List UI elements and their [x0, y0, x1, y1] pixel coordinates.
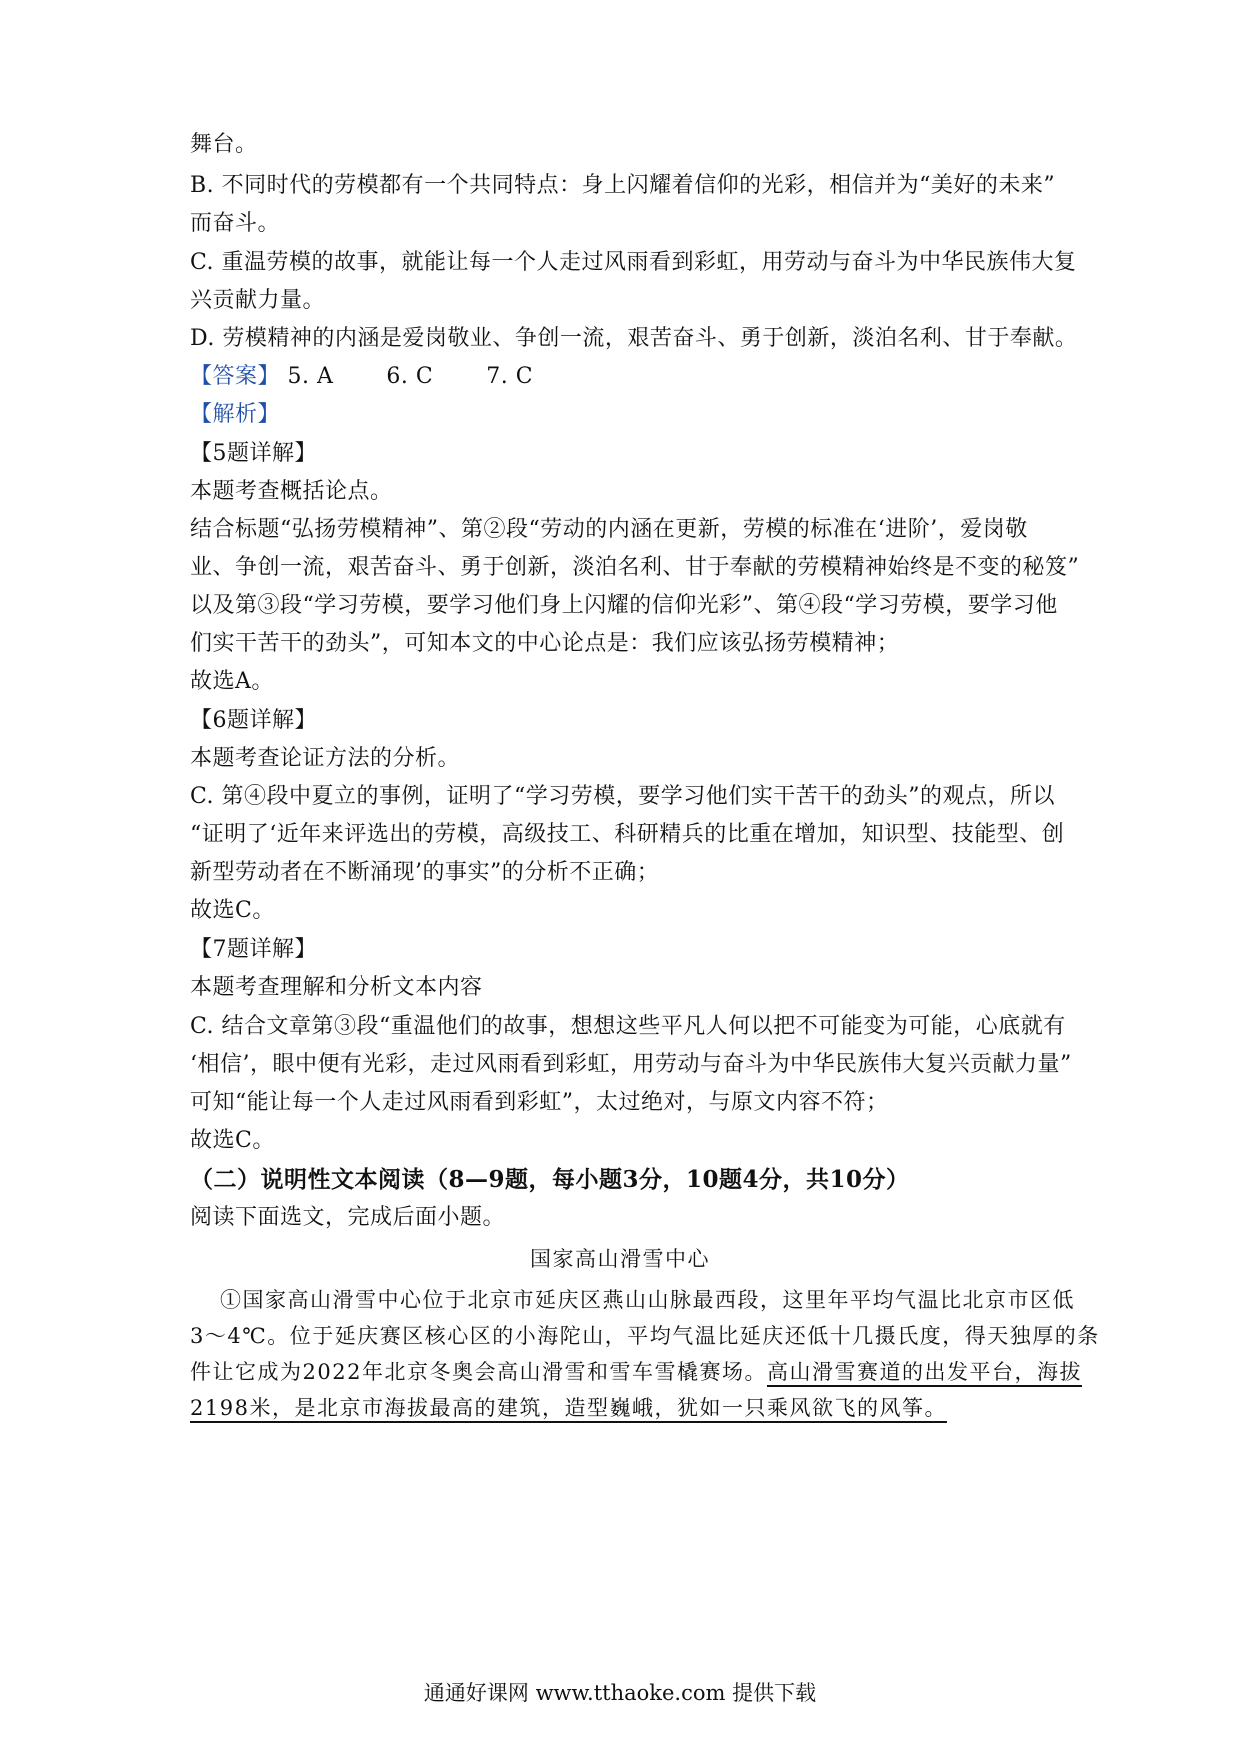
answer-line	[190, 362, 533, 392]
answer-label: 【答案】	[190, 364, 281, 389]
article-paragraph-1-line-4	[190, 1393, 947, 1423]
q5-text-1: 本题考查概括论点。	[190, 479, 393, 504]
q5-text-2: 结合标题“弘扬劳模精神”、第②段“劳动的内涵在更新，劳模的标准在‘进阶’，爱岗敬	[190, 517, 1028, 542]
article-text-plain: 件让它成为2022年北京冬奥会高山滑雪和雪车雪橇赛场。	[190, 1360, 767, 1384]
answer-5: 5. A	[287, 364, 334, 389]
article-paragraph-1-line-3	[190, 1357, 1082, 1387]
q5-conclusion: 故选A。	[190, 669, 274, 694]
q6-text-1: 本题考查论证方法的分析。	[190, 746, 461, 771]
q7-heading: 【7题详解】	[190, 937, 317, 962]
section-2-heading: （二）说明性文本阅读（8—9题，每小题3分，10题4分，共10分）	[190, 1166, 910, 1193]
option-a-continuation: 舞台。	[190, 132, 258, 157]
analysis-label: 【解析】	[190, 402, 281, 427]
page-footer: 通通好课网 www.tthaoke.com 提供下载	[423, 1681, 817, 1705]
answer-7: 7. C	[486, 364, 534, 389]
q5-heading: 【5题详解】	[190, 441, 317, 466]
option-c-line-2: 兴贡献力量。	[190, 288, 326, 313]
option-c-line-1: C. 重温劳模的故事，就能让每一个人走过风雨看到彩虹，用劳动与奋斗为中华民族伟大复	[190, 250, 1077, 275]
option-b-line-1: B. 不同时代的劳模都有一个共同特点：身上闪耀着信仰的光彩，相信并为“美好的未来”	[190, 173, 1056, 198]
option-d-line: D. 劳模精神的内涵是爱岗敬业、争创一流，艰苦奋斗、勇于创新，淡泊名利、甘于奉献。	[190, 326, 1078, 351]
q7-conclusion: 故选C。	[190, 1128, 275, 1153]
q6-text-2: C. 第④段中夏立的事例，证明了“学习劳模，要学习他们实干苦干的劲头”的观点，所以	[190, 784, 1056, 809]
q7-text-3: ‘相信’，眼中便有光彩，走过风雨看到彩虹，用劳动与奋斗为中华民族伟大复兴贡献力量”	[190, 1052, 1072, 1077]
q5-text-4: 以及第③段“学习劳模，要学习他们身上闪耀的信仰光彩”、第④段“学习劳模，要学习他	[190, 593, 1058, 618]
q7-text-1: 本题考查理解和分析文本内容	[190, 975, 483, 1000]
q6-heading: 【6题详解】	[190, 708, 317, 733]
q6-conclusion: 故选C。	[190, 898, 275, 923]
section-2-instruction: 阅读下面选文，完成后面小题。	[190, 1205, 506, 1230]
q7-text-4: 可知“能让每一个人走过风雨看到彩虹”，太过绝对，与原文内容不符；	[190, 1090, 889, 1115]
article-title: 国家高山滑雪中心	[530, 1247, 710, 1271]
q5-text-5: 们实干苦干的劲头”，可知本文的中心论点是：我们应该弘扬劳模精神；	[190, 631, 900, 656]
q6-text-3: “证明了‘近年来评选出的劳模，高级技工、科研精兵的比重在增加，知识型、技能型、创	[190, 822, 1065, 847]
answer-6: 6. C	[386, 364, 434, 389]
article-paragraph-1-line-1: ①国家高山滑雪中心位于北京市延庆区燕山山脉最西段，这里年平均气温比北京市区低	[220, 1288, 1075, 1312]
q7-text-2: C. 结合文章第③段“重温他们的故事，想想这些平凡人何以把不可能变为可能，心底就有	[190, 1014, 1066, 1039]
q6-text-4: 新型劳动者在不断涌现’的事实”的分析不正确；	[190, 860, 660, 885]
option-b-line-2: 而奋斗。	[190, 211, 281, 236]
q5-text-3: 业、争创一流，艰苦奋斗、勇于创新，淡泊名利、甘于奉献的劳模精神始终是不变的秘笈”	[190, 555, 1080, 580]
underlined-sentence-end: 2198米，是北京市海拔最高的建筑，造型巍峨，犹如一只乘风欲飞的风筝。	[190, 1396, 947, 1420]
underlined-sentence-start: 高山滑雪赛道的出发平台，海拔	[766, 1360, 1082, 1384]
article-paragraph-1-line-2: 3～4℃。位于延庆赛区核心区的小海陀山，平均气温比延庆还低十几摄氏度，得天独厚的条	[190, 1324, 1100, 1348]
